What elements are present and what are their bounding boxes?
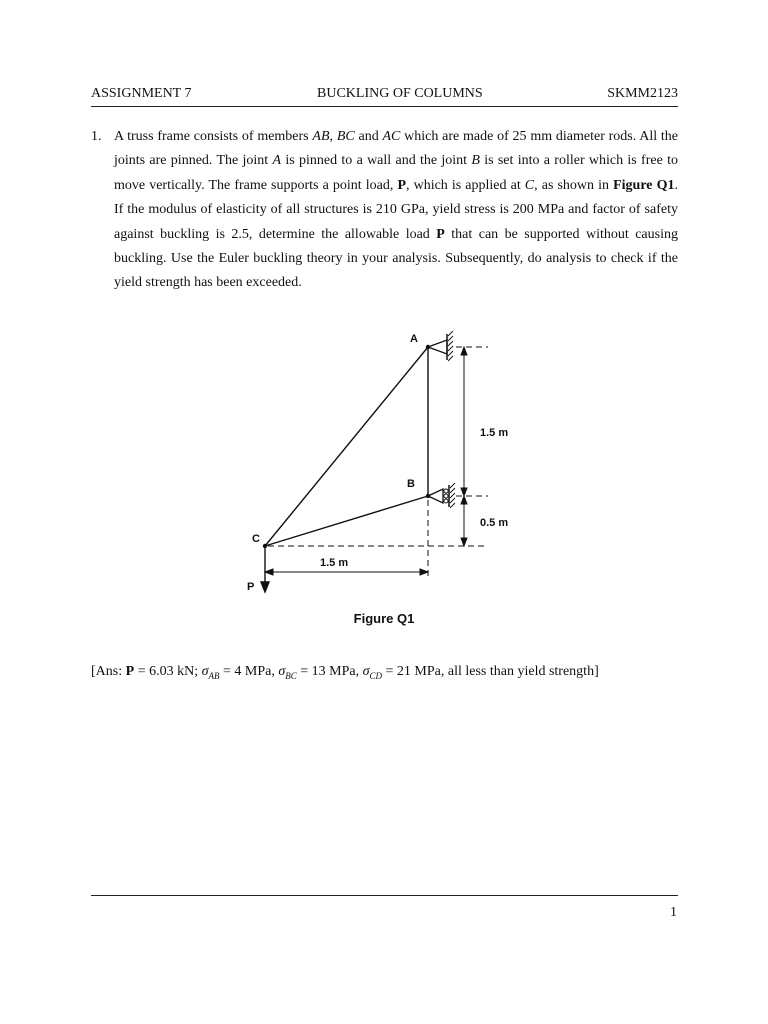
figure-caption: Figure Q1 <box>353 611 415 626</box>
member-bc <box>265 496 428 546</box>
label-a: A <box>410 333 418 345</box>
header-assignment: ASSIGNMENT 7 <box>91 86 192 101</box>
member-ac <box>265 347 428 546</box>
answer-line: [Ans: P = 6.03 kN; $\sigma_{AB} = 4$ MPa, $\sigma_{BC} = 13$ MPa, $\sigma_{CD} = 21$ MPa, all less than yield strength] <box>91 664 599 681</box>
dim-horizontal <box>265 569 428 575</box>
header-course-code: SKMM2123 <box>607 86 678 101</box>
label-p: P <box>247 581 255 593</box>
dim-label-3: 1.5 m <box>320 557 349 569</box>
question-text: A truss frame consists of members AB, BC and AC which are made of 25 mm diameter rods. All the joints are pinned. The joint A is pinned to a wall and the joint B is set into a roller which is free to move vertically. The frame supports a point load, P, which is applied at C, as shown in Figure Q1. If the modulus of elasticity of all structures is 210 GPa, yield stress is 200 MPa and factor of safety against buckling is 2.5, determine the allowable load P that can be supported without causing buckling. Use the Euler buckling theory in your analysis. Subsequently, do analysis to check if the yield strength has been exceeded. <box>114 129 679 291</box>
load-arrow-p <box>261 548 269 592</box>
header-title: BUCKLING OF COLUMNS <box>317 86 483 101</box>
label-b: B <box>407 478 415 490</box>
pin-support-a <box>428 331 453 361</box>
dim-vertical-2 <box>461 496 467 546</box>
page-number: 1 <box>670 905 677 920</box>
label-c: C <box>252 533 260 545</box>
question-number: 1. <box>91 129 102 144</box>
footer-rule <box>91 895 678 896</box>
page-header <box>91 84 678 106</box>
roller-support-b <box>428 483 455 508</box>
header-rule <box>91 106 678 107</box>
truss-figure <box>240 320 530 610</box>
joint-c <box>263 544 267 548</box>
dim-label-2: 0.5 m <box>480 517 509 529</box>
dim-label-1: 1.5 m <box>480 427 509 439</box>
dim-vertical-1 <box>461 347 467 496</box>
